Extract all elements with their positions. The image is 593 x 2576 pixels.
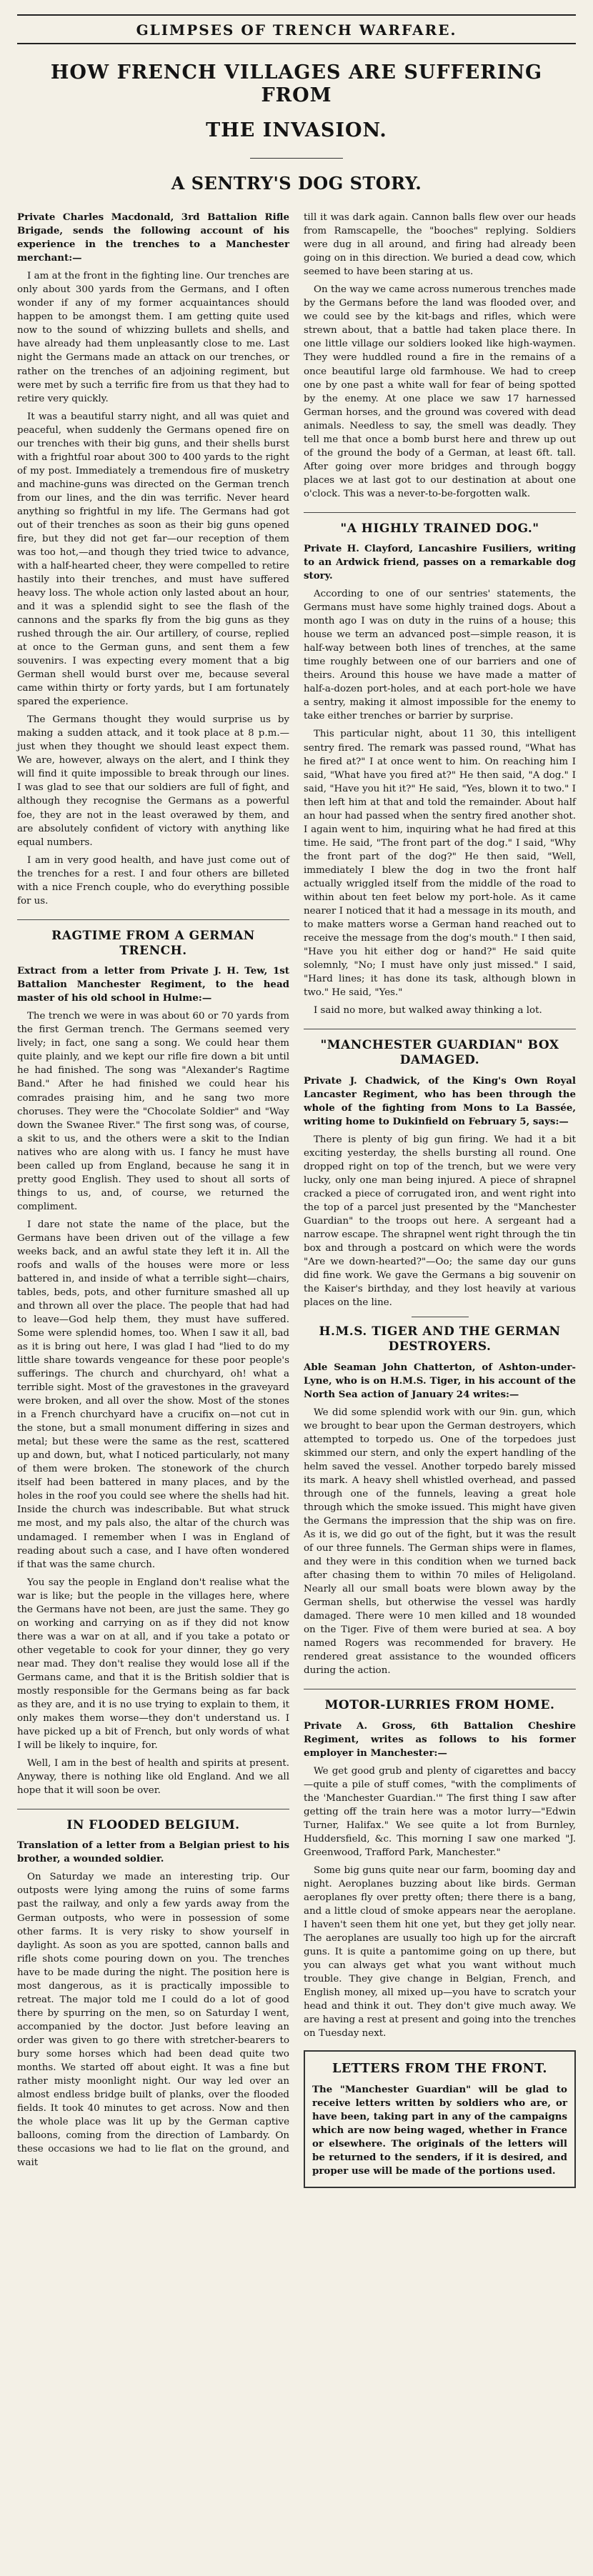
article-paragraph: Well, I am in the best of health and spirits at present. Anyway, there is nothing like old England. And we all hope that it will soon be over.	[17, 1758, 289, 1797]
article-flooded-belgium-continued	[304, 211, 576, 501]
article-paragraph: We did some splendid work with our 9in. gun, which we brought to bear upon the German destroyers, which attempted to torpedo us. One of the torpedoes just skimmed our stern, and only the expert handling of the helm saved the vessel. Another torpedo barely missed its mark. A heavy shell whistled overhead, and passed through one of the funnels, leaving a great hole through which the smoke issued. This might have given the Germans the impression that the ship was on fire. As it is, we did go out of the fight, but it was the result of our three funnels. The German ships were in flames, and they were in this condition when we turned back after chasing them to within 70 miles of Heligoland. Nearly all our small boats were blown away by the German shells, but otherwise the vessel was hardly damaged. There were 10 men killed and 18 wounded on the Tiger. Five of them were buried at sea. A boy named Rogers was recommended for bravery. He rendered great assistance to the wounded officers during the action.	[304, 1407, 576, 1677]
article-paragraph: till it was dark again. Cannon balls flew over our heads from Ramscapelle, the "booches" replying. Soldiers were dug in all around, and firing had already been going on in this direction. We buried a dead cow, which seemed to have been staring at us.	[304, 212, 576, 278]
article-paragraph: On the way we came across numerous trenches made by the Germans before the land was flooded over, and we could see by the kit-bags and rifles, which were strewn about, that a battle had taken place there. In one little village our soldiers looked like high-waymen. They were huddled round a fire in the remains of a once beautiful large old farmhouse. We had to creep one by one past a white wall for fear of being spotted by the enemy. At one place we saw 17 harnessed German horses, and the ground was covered with dead animals. Needless to say, the smell was deadly. They tell me that once a bomb burst here and threw up out of the ground the body of a German, at least 6ft. tall. After going over more bridges and through boggy places we at last got to our destination at about one o'clock. This was a never-to-be-forgotten walk.	[304, 284, 576, 499]
article-title: H.M.S. TIGER AND THE GERMAN DESTROYERS.	[319, 1324, 561, 1354]
article-macdonald	[17, 211, 289, 908]
article-paragraph: I am in very good health, and have just come out of the trenches for a rest. I and four others are billeted with a nice French couple, who do everything possible for us.	[17, 854, 289, 907]
article-paragraph: It was a beautiful starry night, and all was quiet and peaceful, when suddenly the Germans opened fire on our trenches with their big guns, and their shells burst with a frightful roar about 300 to 400 yards to the right of my post. Immediately a tremendous fire of musketry and machine-guns was directed on the German trench from our lines, and the din was terrific. Never heard anything so frightful in my life. The Germans had got out of their trenches as soon as their big guns opened fire, but they did not get far—our reception of them was too hot,—and though they tried twice to advance, with a half-hearted cheer, they were compelled to retire hastily into their trenches, and must have suffered heavy loss. The whole action only lasted about an hour, and it was a splendid sight to see the flash of the cannons and the sparks fly from the big guns as they rushed through the air. Our artillery, of course, replied at once to the German guns, and sent them a few souvenirs. I was expecting every moment that a big German shell would burst over me, because several came within thirty or forty yards, but I am fortunately spared the experience.	[17, 411, 289, 708]
article-paragraph: We get good grub and plenty of cigarettes and baccy—quite a pile of stuff comes, "with the compliments of the 'Manchester Guardian.'" The first thing I saw after getting off the train here was a motor lurry—"Edwin Turner, Halifax." We see quite a lot from Burnley, Huddersfield, &c. This morning I saw one marked "J. Greenwood, Trafford Park, Manchester."	[304, 1765, 576, 1858]
article-intro: Private H. Clayford, Lancashire Fusiliers, writing to an Ardwick friend, passes on a remarkable dog story.	[304, 543, 576, 582]
article-paragraph: I dare not state the name of the place, but the Germans have been driven out of the village a few weeks back, and an awful state they left it in. All the roofs and walls of the houses were more or less battered in, and inside of what a terrible sight—chairs, tables, beds, pots, and other furniture smashed all up and thrown all over the place. The people that had had to leave—God help them, they must have suffered. Some were splendid homes, too. When I saw it all, bad as it is bring out here, I was glad I had "lied to do my little share towards vengeance for these poor people's sufferings. The church and churchyard, oh! what a terrible sight. Most of the gravestones in the graveyard were broken, and all over the show. Most of the stones in a French churchyard have a crucifix on—not cut in the stone, but a small monument differing in sizes and metal; but these were the same as the rest, scattered up and down, but, what I noticed particularly, not many of them were broken. The stonework of the church itself had been battered in many places, and by the holes in the roof you could see where the shells had hit. Inside the church was indescribable. But what struck me most, and my pals also, the altar of the church was undamaged. I remember when I was in England of reading about such a case, and I have often wondered if that was the same church.	[17, 1219, 289, 1570]
article-title: "A HIGHLY TRAINED DOG."	[340, 521, 539, 536]
article-intro: Extract from a letter from Private J. H. Tew, 1st Battalion Manchester Regiment, to the head master of his old school in Hulme:—	[17, 965, 289, 1004]
article-hms-tiger	[304, 1324, 576, 1677]
article-trained-dog	[304, 521, 576, 1017]
columns	[17, 211, 576, 2188]
column-divider	[304, 512, 576, 513]
article-paragraph: The trench we were in was about 60 or 70 yards from the first German trench. The Germans seemed very lively; in fact, one sang a song. We could hear them quite plainly, and we kept our rifle fire down a bit until he had finished. The song was "Alexander's Ragtime Band." After he had finished we could hear his comrades praising him, and he sang two more choruses. They were the "Chocolate Soldier" and "Way down the Swanee River." The first song was, of course, a skit to us, and the others were a skit to the Indian natives who are along with us. I fancy he must have been called up from England, because he sang it in pretty good English. They used to shout all sorts of things to us, and, of course, we returned the compliment.	[17, 1011, 289, 1212]
article-intro: Able Seaman John Chatterton, of Ashton-under-Lyne, who is on H.M.S. Tiger, in his account of the North Sea action of January 24 writes:—	[304, 1361, 576, 1400]
article-paragraph: Some big guns quite near our farm, booming day and night. Aeroplanes buzzing about like birds. German aeroplanes fly over pretty often; there there is a bang, and a little cloud of smoke appears near the aeroplane. I haven't seen them hit one yet, but they get jolly near. The aeroplanes are usually too high up for the aircraft guns. It is quite a pantomime going on up there, but you can always get what you want without much trouble. They give change in Belgian, French, and English money, all mixed up—you have to scratch your head and think it out. They don't give much away. We are having a rest at present and going into the trenches on Tuesday next.	[304, 1864, 576, 2040]
left-column	[17, 211, 289, 2188]
article-paragraph: I am at the front in the fighting line. Our trenches are only about 300 yards from the Germans, and I often wonder if any of my former acquaintances should happen to be amongst them. I am getting quite used now to the sound of whizzing bullets and shells, and have already had them unpleasantly close to me. Last night the Germans made an attack on our trenches, or rather on the trenches of an adjoining regiment, but were met by such a terrific fire from us that they had to retire very quickly.	[17, 271, 289, 404]
masthead-title: GLIMPSES OF TRENCH WARFARE.	[136, 21, 457, 39]
headline-divider	[250, 158, 343, 159]
article-intro: Translation of a letter from a Belgian priest to his brother, a wounded soldier.	[17, 1839, 289, 1865]
article-paragraph: You say the people in England don't realise what the war is like; but the people in the villages here, where the Germans have not been, are just the same. They go on working and carrying on as if they did not know there was a war on at all, and if you take a potato or other vegetable to cook for your dinner, they go very near mad. They don't realise they would lose all if the Germans came, and that it is the British soldier that is mostly responsible for the Germans being as far back as they are, and it is no use trying to explain to them, it only makes them worse—they don't understand us. I have picked up a bit of French, but only words of what I will be likely to inquire, for.	[17, 1577, 289, 1751]
article-guardian-box	[304, 1038, 576, 1309]
headline-line-1: HOW FRENCH VILLAGES ARE SUFFERING FROM	[50, 61, 543, 107]
subheadline: A SENTRY'S DOG STORY.	[171, 173, 422, 194]
right-column	[304, 211, 576, 2188]
article-paragraph: According to one of our sentries' statements, the Germans must have some highly trained dogs. About a month ago I was on duty in the ruins of a house; this house we term an advanced post—simple reason, it is half-way between both lines of trenches, at the same time roughly between one of our barriers and one of theirs. Around this house we have made a matter of half-a-dozen port-holes, and at each port-hole we have a sentry, making it almost impossible for the enemy to take either trenches or barrier by surprise.	[304, 589, 576, 722]
article-title: RAGTIME FROM A GERMAN TRENCH.	[51, 928, 255, 958]
article-paragraph: There is plenty of big gun firing. We had it a bit exciting yesterday, the shells bursting all round. One dropped right on top of the trench, but we were very lucky, only one man being injured. A piece of shrapnel cracked a piece of corrugated iron, and went right into the top of a parcel just presented by the "Manchester Guardian" to the troops out here. A sergeant had a narrow escape. The shrapnel went right through the tin box and through a postcard on which were the words "Are we down-hearted?"—Oo; the same day our guns did fine work. We gave the Germans a big souvenir on the Kaiser's birthday, and they lost heavily at various places on the line.	[304, 1134, 576, 1309]
article-paragraph: This particular night, about 11 30, this intelligent sentry fired. The remark was passed round, "What has he fired at?" I at once went to him. On reaching him I said, "What have you fired at?" He then said, "A dog." I said, "Have you hit it?" He said, "Yes, blown it to two." I then left him at that and told the remainder. About half an hour had passed when the sentry fired another shot. I again went to him, inquiring what he had fired at this time. He said, "The front part of the dog." I said, "Why the front part of the dog?" He then said, "Well, immediately I blew the dog in two the front half actually wriggled itself from the middle of the road to within about ten feet below my port-hole. As it came nearer I noticed that it had a message in its mouth, and to make matters worse a German hand reached out to receive the message from the dog's mouth." I then said, "Have you hit either dog or hand?" He said quite solemnly, "No; I must have only just missed." I said, "Hard lines; it has done its task, although blown in two." He said, "Yes."	[304, 729, 576, 999]
notice-title: LETTERS FROM THE FRONT.	[332, 2062, 547, 2077]
article-paragraph: The Germans thought they would surprise us by making a sudden attack, and it took place at 8 p.m.—just when they thought we should least expect them. We are, however, always on the alert, and I think they will find it quite impossible to break through our lines. I was glad to see that our soldiers are full of fight, and although they recognise the Germans as a powerful foe, they are not in the least overawed by them, and are absolutely confident of victory with anything like equal numbers.	[17, 714, 289, 848]
article-ragtime	[17, 929, 289, 1797]
article-title: "MANCHESTER GUARDIAN" BOX DAMAGED.	[320, 1038, 559, 1068]
article-title: MOTOR-LURRIES FROM HOME.	[324, 1698, 555, 1713]
article-intro: Private A. Gross, 6th Battalion Cheshire Regiment, writes as follows to his former employer in Manchester:—	[304, 1719, 576, 1759]
column-divider	[17, 919, 289, 920]
main-headline	[17, 61, 576, 142]
headline-line-2: THE INVASION.	[206, 119, 387, 141]
article-intro: Private Charles Macdonald, 3rd Battalion Rifle Brigade, sends the following account of his experience in the trenches to a Manchester merchant:—	[17, 211, 289, 264]
article-flooded-belgium	[17, 1818, 289, 2170]
letters-notice-box	[304, 2050, 576, 2188]
masthead	[17, 14, 576, 44]
article-motor-lurries	[304, 1698, 576, 2040]
article-paragraph: I said no more, but walked away thinking a lot.	[314, 1005, 542, 1017]
article-paragraph: On Saturday we made an interesting trip. Our outposts were lying among the ruins of some farms past the railway, and only a few yards away from the German outposts, who were in possession of some other farms. It is very risky to show yourself in daylight. As soon as you are spotted, cannon balls and rifle shots come pouring down on you. The trenches have to be made during the night. The position here is most dangerous, as it is practically impossible to retreat. The major told me I could do a lot of good there by spurring on the men, so on Saturday I went, accompanied by the doctor. Just before leaving an order was given to go there with stretcher-bearers to bury some horses which had been dead quite two months. We started off about eight. It was a fine but rather misty moonlight night. Our way led over an almost endless bridge built of planks, over the flooded fields. It took 40 minutes to get across. Now and then the whole place was lit up by the German captive balloons, coming from the direction of Lambardy. On these occasions we had to lie flat on the ground, and wait	[17, 1872, 289, 2169]
article-intro: Private J. Chadwick, of the King's Own Royal Lancaster Regiment, who has been through the whole of the fighting from Mons to La Bassée, writing home to Dukinfield on February 5, says:—	[304, 1074, 576, 1127]
notice-text: The "Manchester Guardian" will be glad to receive letters written by soldiers who are, or have been, taking part in any of the campaigns which are now being waged, whether in France or elsewhere. The originals of the letters will be returned to the senders, if it is desired, and proper use will be made of the portions used.	[312, 2084, 567, 2177]
article-title: IN FLOODED BELGIUM.	[66, 1818, 240, 1833]
